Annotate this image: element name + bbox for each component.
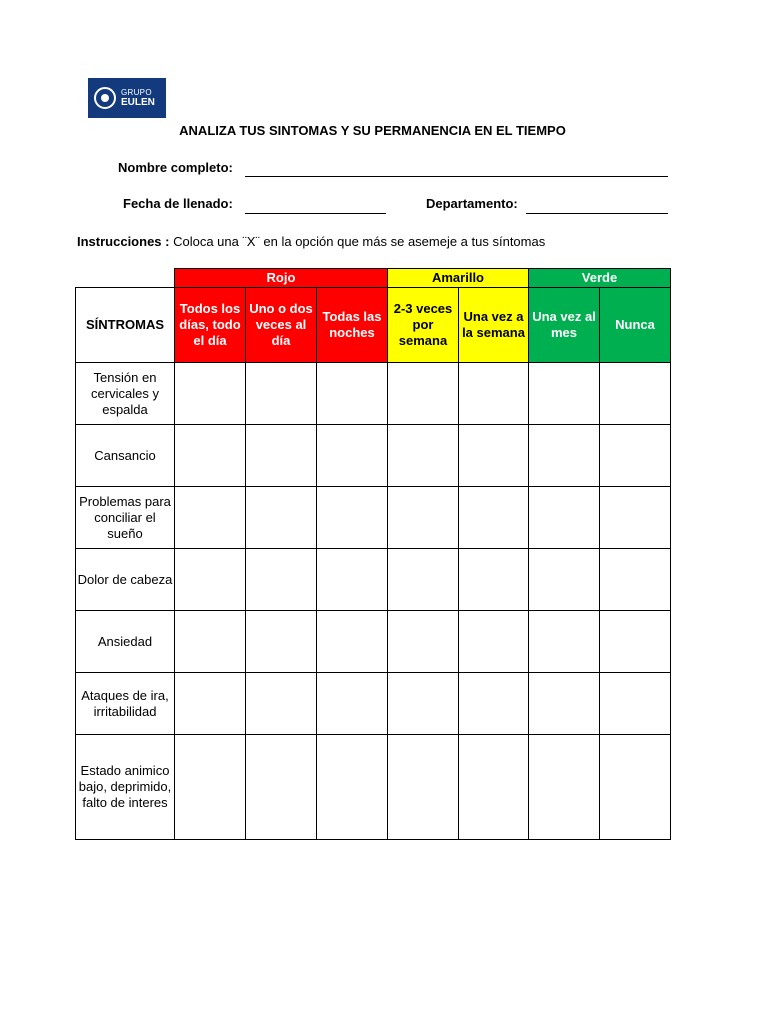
- answer-cell[interactable]: [529, 487, 600, 549]
- answer-cell[interactable]: [388, 735, 459, 840]
- answer-cell[interactable]: [459, 735, 529, 840]
- answer-cell[interactable]: [600, 363, 671, 425]
- answer-cell[interactable]: [317, 549, 388, 611]
- answer-cell[interactable]: [600, 673, 671, 735]
- answer-cell[interactable]: [600, 735, 671, 840]
- table-row: [76, 363, 671, 425]
- table-row: [76, 735, 671, 840]
- answer-cell[interactable]: [388, 425, 459, 487]
- fecha-label: Fecha de llenado:: [123, 196, 233, 211]
- answer-cell[interactable]: [246, 611, 317, 673]
- answer-cell[interactable]: [175, 549, 246, 611]
- answer-cell[interactable]: [175, 611, 246, 673]
- blank-corner: [76, 269, 175, 288]
- table-row: [76, 673, 671, 735]
- answer-cell[interactable]: [175, 363, 246, 425]
- answer-cell[interactable]: [459, 425, 529, 487]
- answer-cell[interactable]: [175, 673, 246, 735]
- answer-cell[interactable]: [388, 363, 459, 425]
- col-header-5: Una vez a la semana: [459, 288, 529, 363]
- symptoms-header: SÍNTROMAS: [76, 288, 175, 363]
- answer-cell[interactable]: [317, 611, 388, 673]
- answer-cell[interactable]: [600, 549, 671, 611]
- logo-line-2: EULEN: [121, 96, 155, 108]
- answer-cell[interactable]: [246, 425, 317, 487]
- group-verde: Verde: [529, 269, 671, 288]
- instructions-label: Instrucciones :: [77, 234, 170, 249]
- departamento-field[interactable]: [526, 213, 668, 214]
- page-title: ANALIZA TUS SINTOMAS Y SU PERMANENCIA EN EL TIEMPO: [179, 123, 566, 138]
- instructions: [77, 234, 545, 249]
- answer-cell[interactable]: [529, 425, 600, 487]
- answer-cell[interactable]: [317, 673, 388, 735]
- fecha-field[interactable]: [245, 213, 386, 214]
- group-rojo: Rojo: [175, 269, 388, 288]
- answer-cell[interactable]: [529, 611, 600, 673]
- col-header-6: Una vez al mes: [529, 288, 600, 363]
- answer-cell[interactable]: [317, 487, 388, 549]
- symptom-label: Ataques de ira, irritabilidad: [76, 673, 175, 735]
- answer-cell[interactable]: [529, 549, 600, 611]
- answer-cell[interactable]: [600, 611, 671, 673]
- answer-cell[interactable]: [459, 673, 529, 735]
- answer-cell[interactable]: [317, 363, 388, 425]
- nombre-field[interactable]: [245, 176, 668, 177]
- answer-cell[interactable]: [246, 363, 317, 425]
- answer-cell[interactable]: [388, 549, 459, 611]
- answer-cell[interactable]: [388, 673, 459, 735]
- answer-cell[interactable]: [529, 735, 600, 840]
- answer-cell[interactable]: [600, 425, 671, 487]
- answer-cell[interactable]: [529, 363, 600, 425]
- col-header-2: Uno o dos veces al día: [246, 288, 317, 363]
- table-row: [76, 611, 671, 673]
- symptom-label: Dolor de cabeza: [76, 549, 175, 611]
- table-row: [76, 425, 671, 487]
- col-header-4: 2-3 veces por semana: [388, 288, 459, 363]
- col-header-3: Todas las noches: [317, 288, 388, 363]
- symptom-label: Cansancio: [76, 425, 175, 487]
- answer-cell[interactable]: [388, 487, 459, 549]
- answer-cell[interactable]: [388, 611, 459, 673]
- answer-cell[interactable]: [600, 487, 671, 549]
- instructions-text: Coloca una ¨X¨ en la opción que más se asemeje a tus síntomas: [169, 234, 546, 249]
- answer-cell[interactable]: [317, 425, 388, 487]
- col-header-1: Todos los días, todo el día: [175, 288, 246, 363]
- departamento-label: Departamento:: [426, 196, 518, 211]
- symptom-label: Tensión en cervicales y espalda: [76, 363, 175, 425]
- answer-cell[interactable]: [459, 487, 529, 549]
- group-amarillo: Amarillo: [388, 269, 529, 288]
- symptom-label: Problemas para conciliar el sueño: [76, 487, 175, 549]
- logo-line-1: GRUPO: [121, 87, 152, 97]
- answer-cell[interactable]: [246, 673, 317, 735]
- answer-cell[interactable]: [459, 363, 529, 425]
- table-row: [76, 549, 671, 611]
- eulen-emblem-icon: [94, 87, 116, 109]
- symptom-label: Estado animico bajo, deprimido, falto de interes: [76, 735, 175, 840]
- answer-cell[interactable]: [175, 425, 246, 487]
- answer-cell[interactable]: [246, 735, 317, 840]
- answer-cell[interactable]: [175, 735, 246, 840]
- answer-cell[interactable]: [529, 673, 600, 735]
- answer-cell[interactable]: [246, 549, 317, 611]
- company-logo: [88, 78, 166, 118]
- symptoms-table: [75, 268, 671, 840]
- answer-cell[interactable]: [317, 735, 388, 840]
- symptom-label: Ansiedad: [76, 611, 175, 673]
- table-row: [76, 487, 671, 549]
- answer-cell[interactable]: [175, 487, 246, 549]
- answer-cell[interactable]: [459, 611, 529, 673]
- nombre-label: Nombre completo:: [118, 160, 233, 175]
- col-header-7: Nunca: [600, 288, 671, 363]
- answer-cell[interactable]: [246, 487, 317, 549]
- answer-cell[interactable]: [459, 549, 529, 611]
